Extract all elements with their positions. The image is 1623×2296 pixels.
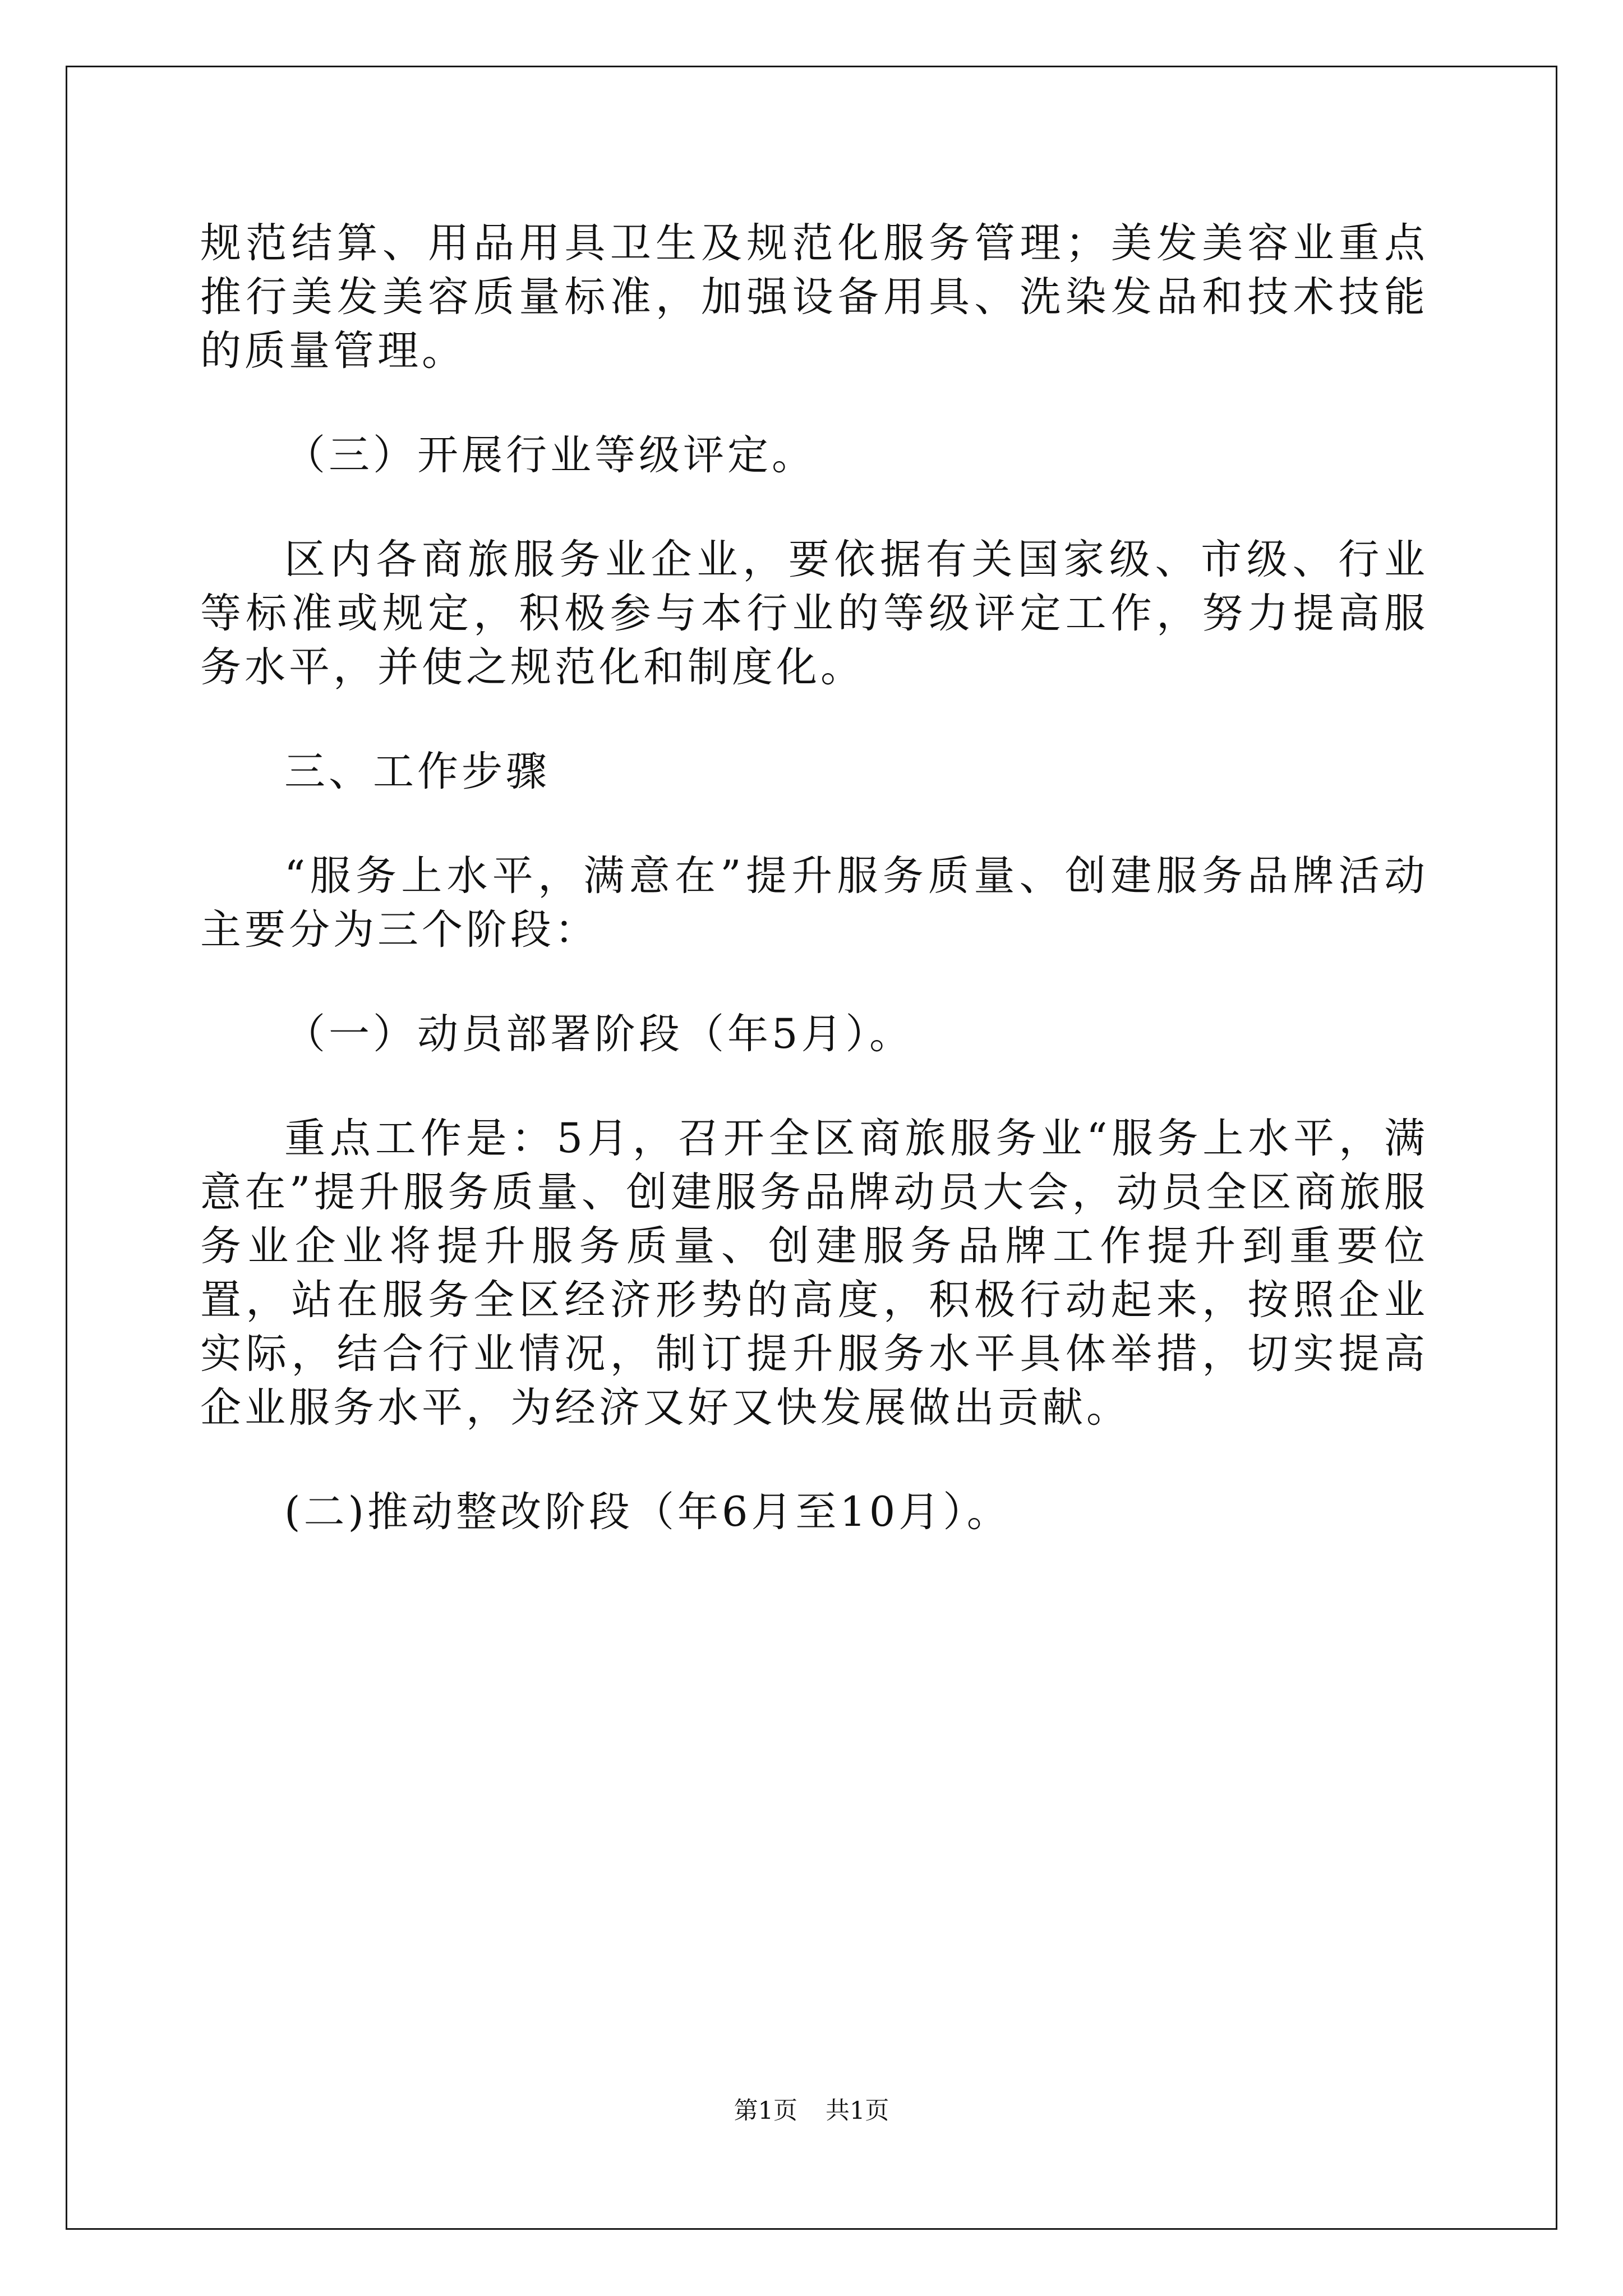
- paragraph: “服务上水平，满意在”提升服务质量、创建服务品牌活动主要分为三个阶段：: [200, 852, 1428, 954]
- section-heading: （一）动员部署阶段（年5月）。: [284, 1010, 914, 1058]
- paragraph: 区内各商旅服务业企业，要依据有关国家级、市级、行业等标准或规定，积极参与本行业的等级评定工作，努力提高服务水平，并使之规范化和制度化。: [200, 536, 1428, 691]
- section-heading: 三、工作步骤: [284, 748, 550, 795]
- section-heading: (二)推动整改阶段（年6月至10月）。: [284, 1488, 1011, 1536]
- paragraph: 重点工作是：5月，召开全区商旅服务业“服务上水平，满意在”提升服务质量、创建服务品牌动员大会，动员全区商旅服务业企业将提升服务质量、创建服务品牌工作提升到重要位置，站在服务全区经济形势的高度，积极行动起来，按照企业实际，结合行业情况，制订提升服务水平具体举措，切实提高企业服务水平，为经济又好又快发展做出贡献。: [200, 1115, 1428, 1432]
- document-body: [200, 217, 1428, 1590]
- paragraph: 规范结算、用品用具卫生及规范化服务管理；美发美容业重点推行美发美容质量标准，加强设备用具、洗染发品和技术技能的质量管理。: [200, 219, 1428, 375]
- section-heading: （三）开展行业等级评定。: [284, 431, 816, 479]
- page-number-current: 第1页: [734, 2097, 797, 2125]
- page-footer: [0, 2097, 1623, 2125]
- page-number-total: 共1页: [826, 2097, 889, 2125]
